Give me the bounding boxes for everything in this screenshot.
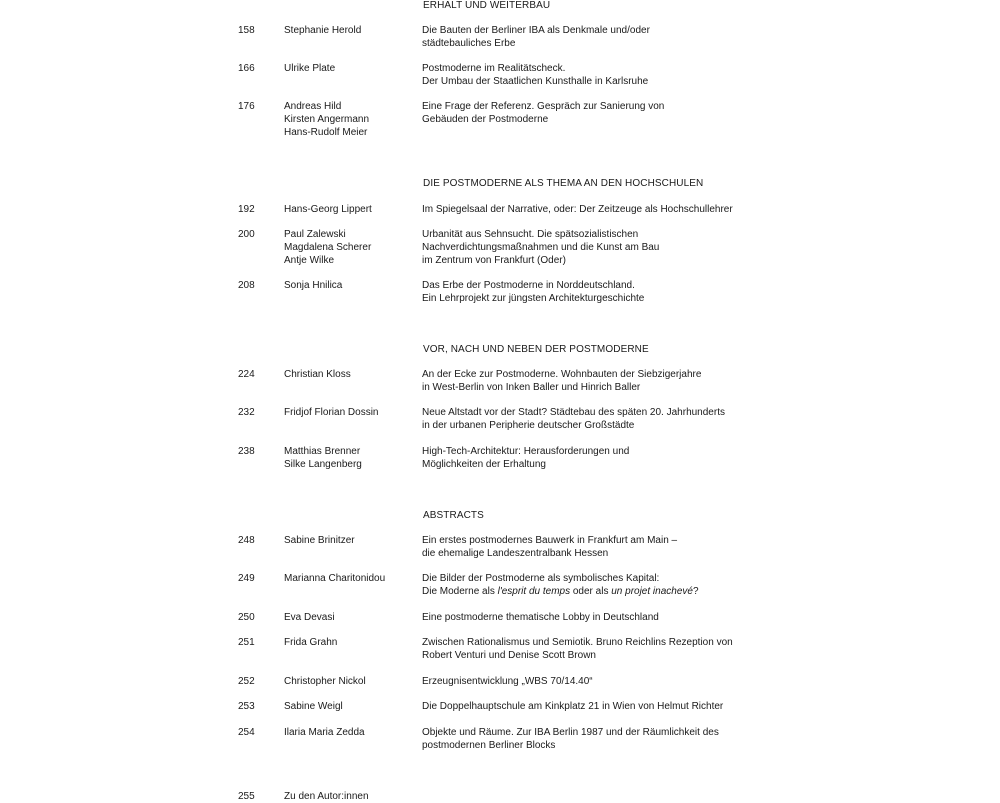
author-names: [284, 445, 418, 471]
author-name: Silke Langenberg: [284, 459, 362, 470]
entry-title: [422, 24, 782, 50]
author-name: Stephanie Herold: [284, 25, 362, 36]
entry-title: [422, 675, 782, 688]
author-names: [284, 611, 418, 624]
entry-title: [422, 636, 782, 662]
author-name: Christopher Nickol: [284, 676, 366, 687]
title-line: Das Erbe der Postmoderne in Norddeutschland.: [422, 280, 635, 291]
title-line: Die Bauten der Berliner IBA als Denkmale und/oder: [422, 25, 650, 36]
title-line: Neue Altstadt vor der Stadt? Städtebau des späten 20. Jahrhunderts: [422, 407, 725, 418]
author-names: [284, 636, 418, 649]
entry-title: [422, 611, 782, 624]
author-names: [284, 675, 418, 688]
title-line: Der Umbau der Staatlichen Kunsthalle in Karlsruhe: [422, 76, 649, 87]
title-line: Im Spiegelsaal der Narrative, oder: Der Zeitzeuge als Hochschullehrer: [422, 204, 733, 215]
entry-title: [422, 700, 782, 713]
author-name: Sonja Hnilica: [284, 280, 343, 291]
page-number: 254: [238, 727, 255, 738]
section-heading: ERHALT UND WEITERBAU: [423, 0, 551, 11]
author-name: Hans-Rudolf Meier: [284, 127, 368, 138]
section-heading: DIE POSTMODERNE ALS THEMA AN DEN HOCHSCHULEN: [423, 178, 704, 189]
author-name: Hans-Georg Lippert: [284, 204, 372, 215]
author-name: Frida Grahn: [284, 637, 338, 648]
author-names: [284, 24, 418, 37]
title-line: Nachverdichtungsmaßnahmen und die Kunst am Bau: [422, 242, 660, 253]
title-line-rich: [422, 585, 782, 598]
section-heading: VOR, NACH UND NEBEN DER POSTMODERNE: [423, 344, 649, 355]
author-name: Marianna Charitonidou: [284, 573, 386, 584]
title-line: die ehemalige Landeszentralbank Hessen: [422, 548, 609, 559]
entry-title: [422, 228, 782, 267]
title-line: postmodernen Berliner Blocks: [422, 740, 556, 751]
page-number: 208: [238, 280, 255, 291]
entry-title: [422, 62, 782, 88]
page-number: 249: [238, 573, 255, 584]
author-names: [284, 203, 418, 216]
section-heading: ABSTRACTS: [423, 510, 484, 521]
page-number: 224: [238, 369, 255, 380]
page-number: 252: [238, 676, 255, 687]
title-line: Robert Venturi und Denise Scott Brown: [422, 650, 596, 661]
page-number: 158: [238, 25, 255, 36]
page-number: 192: [238, 204, 255, 215]
title-line: Postmoderne im Realitätscheck.: [422, 63, 566, 74]
title-line: im Zentrum von Frankfurt (Oder): [422, 255, 566, 266]
title-line: Ein erstes postmodernes Bauwerk in Frankfurt am Main –: [422, 535, 678, 546]
author-names: [284, 534, 418, 547]
page-number: 166: [238, 63, 255, 74]
author-name: Antje Wilke: [284, 255, 335, 266]
author-names: [284, 228, 418, 267]
page-number: 232: [238, 407, 255, 418]
author-name: Ulrike Plate: [284, 63, 336, 74]
title-line: An der Ecke zur Postmoderne. Wohnbauten der Siebzigerjahre: [422, 369, 702, 380]
title-text: oder als: [570, 586, 612, 597]
title-line: High-Tech-Architektur: Herausforderungen und: [422, 446, 630, 457]
author-name: Paul Zalewski: [284, 229, 346, 240]
title-line: Die Doppelhauptschule am Kinkplatz 21 in Wien von Helmut Richter: [422, 701, 724, 712]
title-line: Objekte und Räume. Zur IBA Berlin 1987 und der Räumlichkeit des: [422, 727, 719, 738]
page-number: 176: [238, 101, 255, 112]
entry-title: [422, 406, 782, 432]
authors-link-label: [284, 790, 418, 803]
author-names: [284, 700, 418, 713]
entry-title: [422, 572, 782, 598]
page-number: 251: [238, 637, 255, 648]
title-text: Die Moderne als: [422, 586, 498, 597]
title-line: Die Bilder der Postmoderne als symbolisches Kapital:: [422, 573, 660, 584]
page-number: 200: [238, 229, 255, 240]
page-number: 238: [238, 446, 255, 457]
author-name: Matthias Brenner: [284, 446, 361, 457]
author-name: Magdalena Scherer: [284, 242, 372, 253]
title-line: Eine Frage der Referenz. Gespräch zur Sanierung von: [422, 101, 665, 112]
author-name: Ilaria Maria Zedda: [284, 727, 365, 738]
author-names: [284, 572, 418, 585]
title-line: Möglichkeiten der Erhaltung: [422, 459, 546, 470]
author-names: [284, 279, 418, 292]
title-line: Zwischen Rationalismus und Semiotik. Bruno Reichlins Rezeption von: [422, 637, 733, 648]
entry-title: [422, 279, 782, 305]
closing-label: Zu den Autor:innen: [284, 791, 369, 802]
title-line: Erzeugnisentwicklung „WBS 70/14.40“: [422, 676, 593, 687]
page-number: 253: [238, 701, 255, 712]
title-line: Eine postmoderne thematische Lobby in Deutschland: [422, 612, 659, 623]
author-name: Sabine Brinitzer: [284, 535, 355, 546]
author-name: Christian Kloss: [284, 369, 351, 380]
title-italic-text: l'esprit du temps: [497, 586, 571, 597]
page-number: 248: [238, 535, 255, 546]
title-line: Urbanität aus Sehnsucht. Die spätsozialistischen: [422, 229, 639, 240]
author-names: [284, 726, 418, 739]
author-names: [284, 62, 418, 75]
author-name: Andreas Hild: [284, 101, 342, 112]
page-number: 255: [238, 791, 255, 802]
title-italic-text: un projet inachevé: [611, 586, 693, 597]
entry-title: [422, 726, 782, 752]
entry-title: [422, 534, 782, 560]
page-number: 250: [238, 612, 255, 623]
title-line: Gebäuden der Postmoderne: [422, 114, 549, 125]
title-text: ?: [692, 586, 699, 597]
entry-title: [422, 100, 782, 126]
entry-title: [422, 203, 782, 216]
author-names: [284, 406, 418, 419]
entry-title: [422, 368, 782, 394]
title-line: Ein Lehrprojekt zur jüngsten Architekturgeschichte: [422, 293, 645, 304]
author-name: Fridjof Florian Dossin: [284, 407, 379, 418]
entry-title: [422, 445, 782, 471]
title-line: städtebauliches Erbe: [422, 38, 516, 49]
author-name: Eva Devasi: [284, 612, 335, 623]
author-names: [284, 100, 418, 139]
author-name: Kirsten Angermann: [284, 114, 370, 125]
title-line: in der urbanen Peripherie deutscher Großstädte: [422, 420, 635, 431]
author-name: Sabine Weigl: [284, 701, 343, 712]
author-names: [284, 368, 418, 381]
title-line: in West-Berlin von Inken Baller und Hinrich Baller: [422, 382, 641, 393]
